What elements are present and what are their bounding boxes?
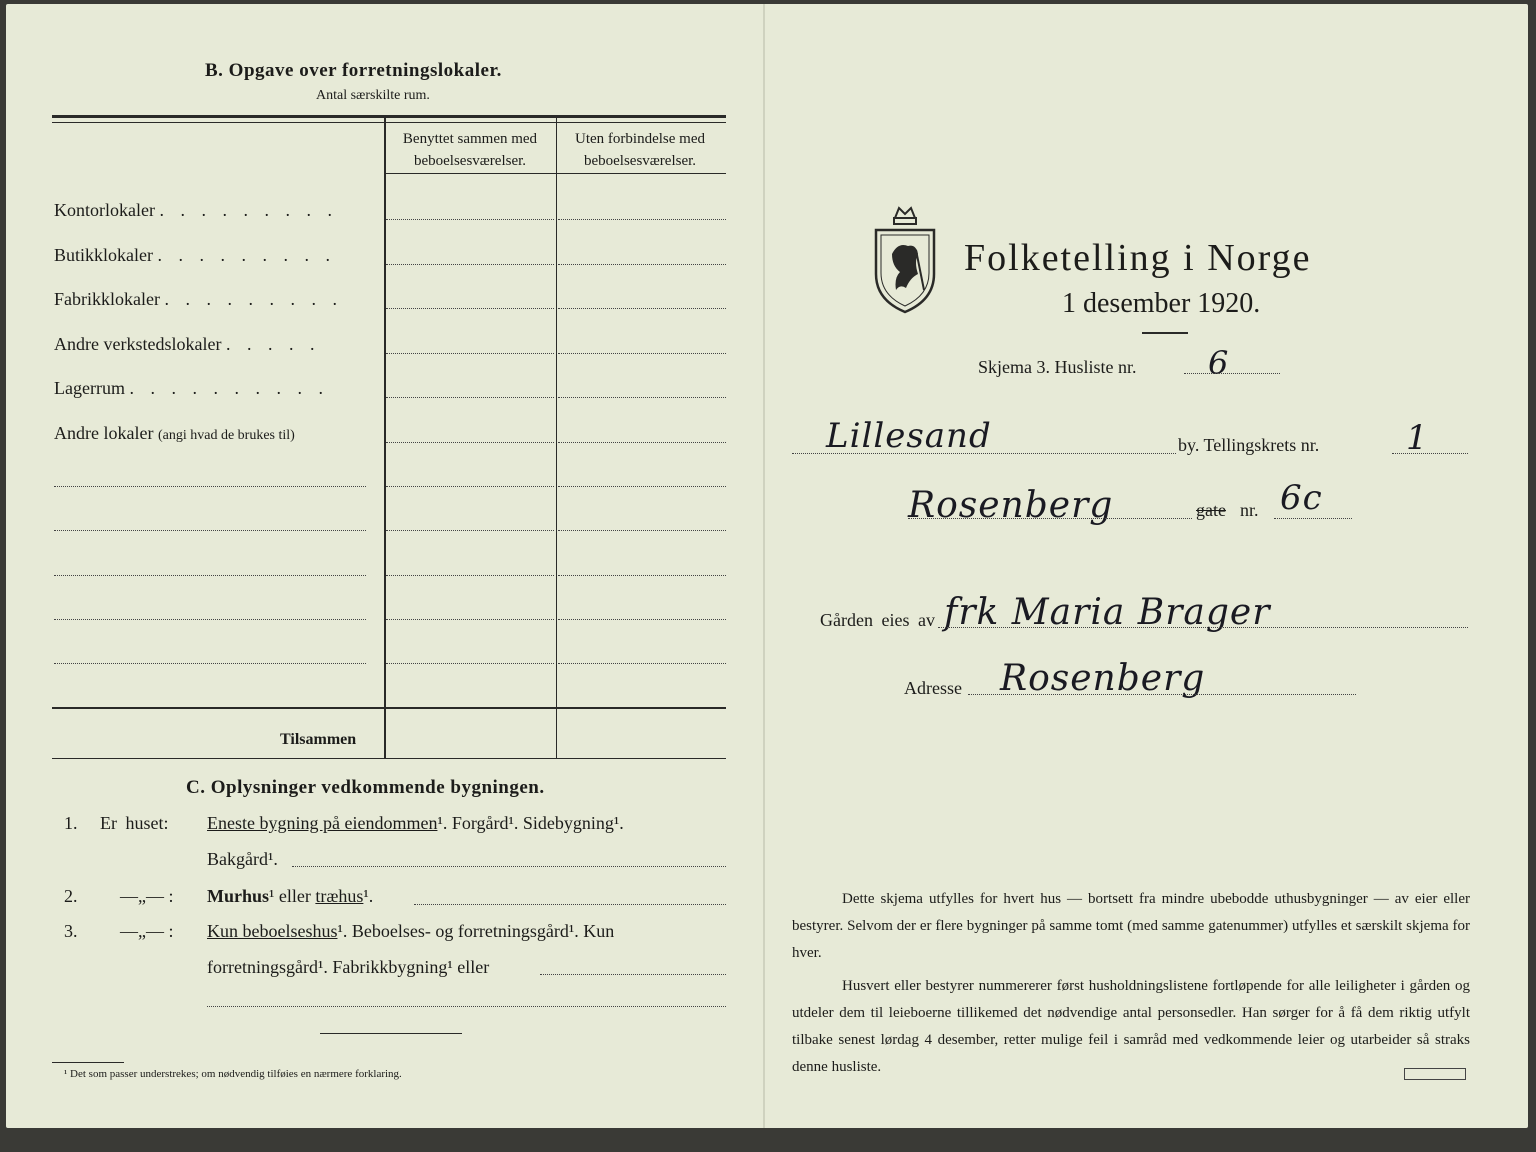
cell-rule [386,264,554,265]
row-label-fabrikklokaler: Fabrikklokaler . . . . . . . . . [54,289,343,309]
eier-fill-line [938,627,1468,628]
title-rule [1142,332,1188,334]
item-3-options: Kun beboelseshus¹. Beboelses- og forretningsgård¹. Kun [207,921,615,941]
row-label-butikklokaler: Butikklokaler . . . . . . . . . [54,245,336,265]
eier-label: Gården eies av [820,610,935,630]
krets-number: 1 [1406,418,1429,458]
cell-rule [558,219,726,220]
cell-rule [386,308,554,309]
cell-rule [386,619,554,620]
footnote: ¹ Det som passer understrekes; om nødvendig tilføies en nærmere forklaring. [64,1068,402,1080]
blank-row-rule [54,619,366,620]
husliste-number: 6 [1208,344,1230,382]
cell-rule [558,264,726,265]
cell-rule [558,353,726,354]
item-3-fill-line [540,974,726,975]
printer-mark [1404,1068,1466,1080]
gate-number: 6c [1280,478,1323,518]
item-2-options: Murhus¹ eller træhus¹. [207,886,374,906]
cell-rule [558,530,726,531]
schema-label: Skjema 3. Husliste nr. [978,357,1137,377]
cell-rule [386,530,554,531]
cell-rule [558,442,726,443]
by-value: Lillesand [826,416,992,456]
instructions-paragraph-2: Husvert eller bestyrer nummererer først husholdningslistene fortløpende for alle leiligheter i gården og utdeler dem til leieboerne tillikemed det nødvendige antal personsedler. Han sørger for å få dem riktig utfylt tilbake senest lørdag 4 desember, retter mulige feil i samråd med vedkommende leier og utarbeider så straks denne husliste. [792,978,1470,1075]
cell-rule [386,663,554,664]
instructions-paragraph-1: Dette skjema utfylles for hvert hus — bortsett fra mindre ubebodde uthusbygninger — av eier eller bestyrer. Selvom der er flere bygninger på samme tomt (med samme gatenummer) utfylles et særskilt skjema for hver. [792,891,1470,961]
krets-fill-line [1392,453,1468,454]
section-b-subheading: Antal særskilte rum. [316,88,430,103]
by-fill-line [792,453,1176,454]
item-3-line2: forretningsgård¹. Fabrikkbygning¹ eller [207,957,490,977]
cell-rule [558,486,726,487]
item-1-options: Eneste bygning på eiendommen¹. Forgård¹. Sidebygning¹. [207,813,624,833]
item-1-number: 1. [64,813,78,833]
cell-rule [386,575,554,576]
item-2-number: 2. [64,886,78,906]
item-3-lead: —„— : [120,921,174,941]
husliste-fill-line [1184,373,1280,374]
blank-row-rule [54,663,366,664]
cell-rule [386,486,554,487]
cell-rule [386,353,554,354]
table-header-rule [386,173,726,174]
cell-rule [558,575,726,576]
cell-rule [558,663,726,664]
total-label: Tilsammen [280,731,357,748]
table-top-rule-thin [52,122,726,123]
table-col-divider-1 [384,118,386,758]
norwegian-coat-of-arms-icon [872,204,938,316]
footnote-rule [52,1062,124,1063]
adresse-fill-line [968,694,1356,695]
item-1-lead: Er huset: [100,813,169,833]
column-header-separate: Uten forbindelse med beboelsesværelser. [575,131,705,169]
gate-fill-line [908,518,1192,519]
row-label-kontorlokaler: Kontorlokaler . . . . . . . . . [54,200,338,220]
cell-rule [386,219,554,220]
separator-rule [320,1033,462,1034]
row-label-andre-lokaler: Andre lokaler (angi hvad de brukes til) [54,423,295,443]
section-c-heading: C. Oplysninger vedkommende bygningen. [186,777,545,798]
item-1-line2: Bakgård¹. [207,849,278,869]
page-fold [763,4,765,1128]
gate-label: gate [1196,500,1226,520]
table-top-rule [52,115,726,118]
by-label: by. Tellingskrets nr. [1178,435,1320,455]
cell-rule [558,619,726,620]
form-date: 1 desember 1920. [1062,288,1261,319]
gate-nr-fill-line [1274,518,1352,519]
item-2-lead: —„— : [120,886,174,906]
cell-rule [386,442,554,443]
form-title: Folketelling i Norge [964,237,1312,279]
gate-value: Rosenberg [908,485,1114,526]
cell-rule [386,397,554,398]
table-bottom-rule [52,758,726,759]
item-3-number: 3. [64,921,78,941]
gate-nr-label: nr. [1240,500,1259,520]
item-3-fill-line-2 [207,1006,726,1007]
table-col-divider-2 [556,118,557,758]
cell-rule [558,397,726,398]
section-b-heading: B. Opgave over forretningslokaler. [205,60,502,81]
adresse-label: Adresse [904,678,962,698]
item-2-fill-line [414,904,726,905]
cell-rule [558,308,726,309]
blank-row-rule [54,486,366,487]
eier-value: frk Maria Brager [944,592,1271,633]
item-1-fill-line [292,866,726,867]
row-label-verkstedslokaler: Andre verkstedslokaler . . . . . [54,334,321,354]
column-header-combined: Benyttet sammen med beboelsesværelser. [402,131,538,169]
total-rule [52,707,726,709]
blank-row-rule [54,575,366,576]
blank-row-rule [54,530,366,531]
adresse-value: Rosenberg [1000,658,1206,699]
row-label-lagerrum: Lagerrum . . . . . . . . . . [54,378,329,398]
